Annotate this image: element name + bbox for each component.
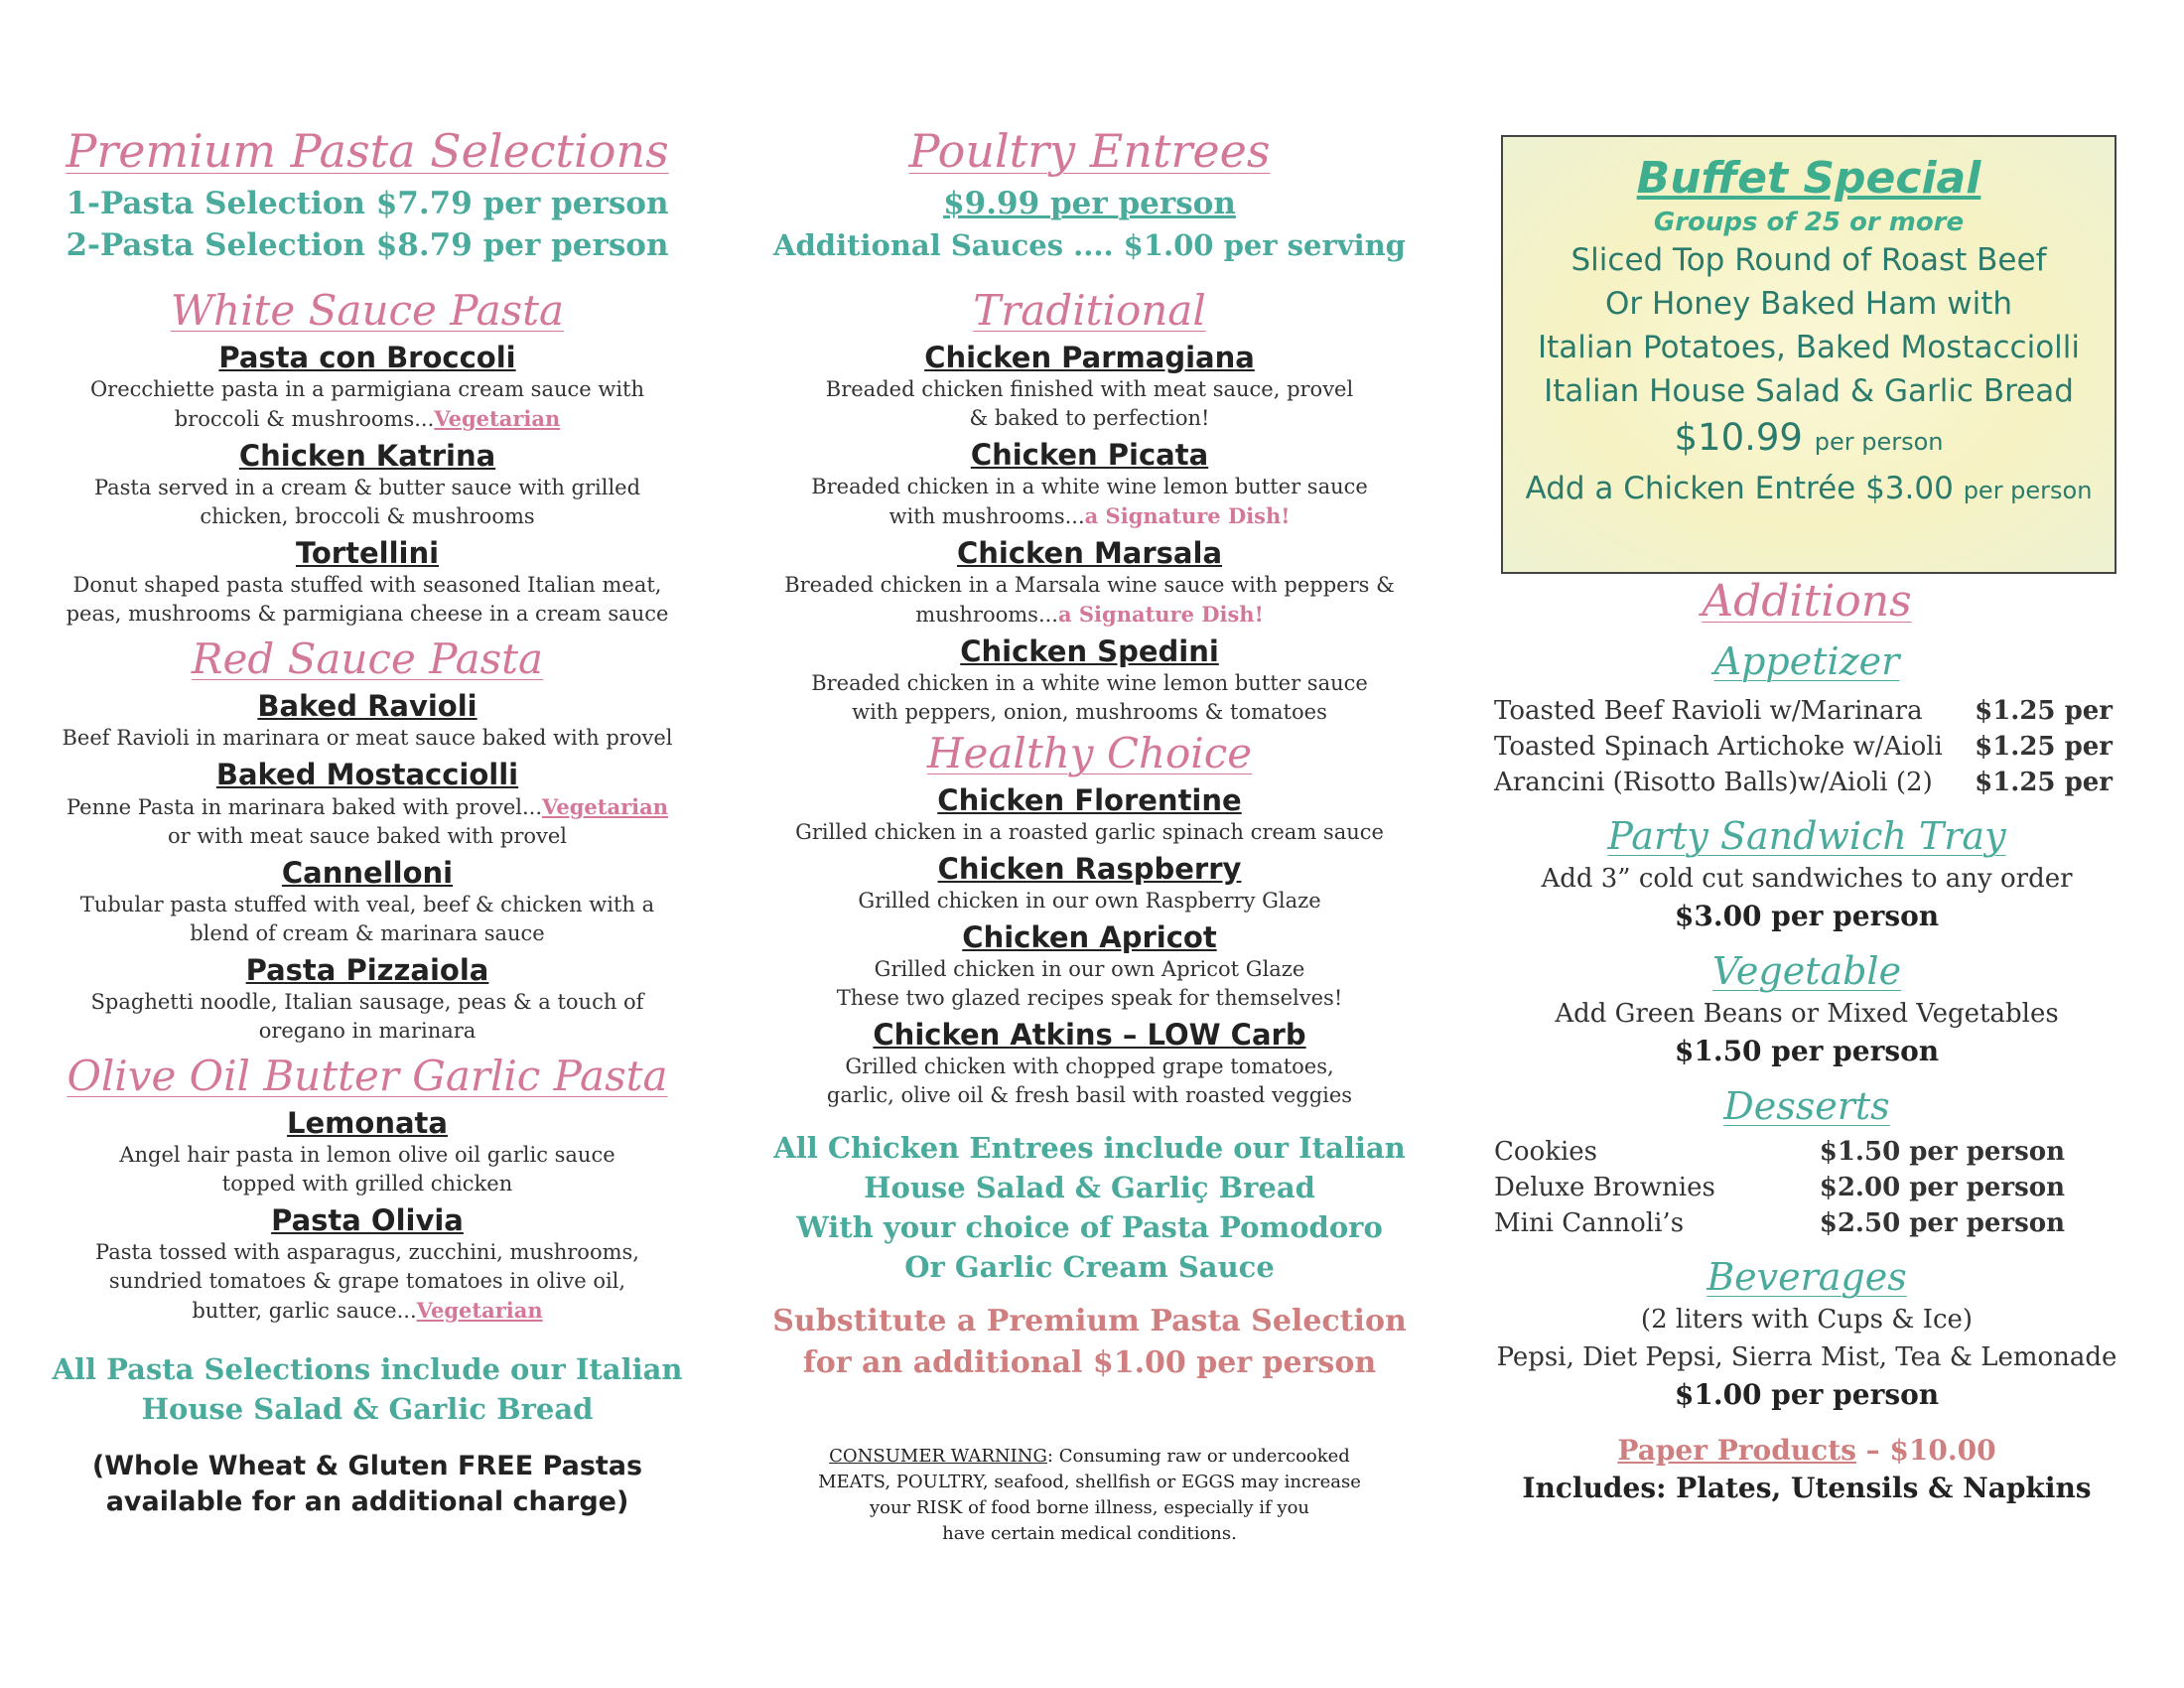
- beverages-price: $1.00 per person: [1674, 1378, 1940, 1411]
- vegetable-price: $1.50 per person: [1674, 1035, 1940, 1067]
- item-desc: & baked to perfection!: [969, 406, 1210, 430]
- appetizer-name: Toasted Spinach Artichoke w/Aioli: [1494, 732, 1943, 762]
- vegetarian-tag: Vegetarian: [416, 1298, 543, 1323]
- sandwich-tray-heading: Party Sandwich Tray: [1607, 814, 2006, 858]
- consumer-warning: have certain medical conditions.: [942, 1523, 1237, 1544]
- dessert-price: $2.00 per person: [1819, 1173, 2065, 1202]
- chicken-include-note: Or Garlic Cream Sauce: [904, 1250, 1275, 1284]
- traditional-heading: Traditional: [973, 286, 1206, 335]
- consumer-warning: MEATS, POULTRY, seafood, shellfish or EGGS may increase: [818, 1472, 1361, 1492]
- consumer-warning: your RISK of food borne illness, especially if you: [869, 1497, 1310, 1518]
- item-desc: These two glazed recipes speak for themselves!: [836, 986, 1343, 1010]
- item-desc: Grilled chicken in our own Apricot Glaze: [874, 957, 1305, 981]
- signature-tag: a Signature Dish!: [1057, 602, 1264, 627]
- white-sauce-heading: White Sauce Pasta: [170, 286, 565, 335]
- dessert-name: Deluxe Brownies: [1494, 1173, 1715, 1202]
- buffet-title: Buffet Special: [1636, 153, 1981, 204]
- red-sauce-heading: Red Sauce Pasta: [191, 634, 544, 683]
- item-desc-text: mushrooms...: [915, 603, 1058, 627]
- buffet-special-box: [1501, 135, 2116, 574]
- item-desc: [759, 501, 1420, 531]
- item-name: Chicken Marsala: [956, 536, 1223, 570]
- beverages-heading: Beverages: [1706, 1255, 1907, 1299]
- paper-products-includes: Includes: Plates, Utensils & Napkins: [1522, 1472, 2092, 1504]
- sandwich-tray-line: Add 3” cold cut sandwiches to any order: [1541, 864, 2073, 894]
- vegetable-heading: Vegetable: [1711, 949, 1902, 993]
- vegetarian-tag: Vegetarian: [542, 794, 668, 819]
- desserts-heading: Desserts: [1723, 1084, 1890, 1128]
- gluten-free-note: available for an additional charge): [105, 1486, 629, 1517]
- item-desc-text: butter, garlic sauce...: [192, 1299, 417, 1323]
- dessert-price: $1.50 per person: [1819, 1137, 2065, 1167]
- item-desc: Orecchiette pasta in a parmigiana cream sauce with: [89, 377, 645, 401]
- item-desc: peas, mushrooms & parmigiana cheese in a cream sauce: [66, 602, 669, 626]
- item-desc: Pasta served in a cream & butter sauce with grilled: [93, 476, 641, 499]
- signature-tag: a Signature Dish!: [1084, 503, 1291, 528]
- poultry-price: $9.99 per person: [943, 186, 1236, 221]
- item-desc: Grilled chicken in our own Raspberry Glaze: [858, 889, 1321, 913]
- item-desc: [759, 600, 1420, 630]
- item-name: Baked Ravioli: [257, 689, 478, 723]
- vegetarian-tag: Vegetarian: [434, 406, 561, 431]
- consumer-warning-text: : Consuming raw or undercooked: [1046, 1446, 1350, 1467]
- buffet-subtitle: Groups of 25 or more: [1653, 208, 1965, 237]
- pasta-price-1: 1-Pasta Selection $7.79 per person: [66, 186, 669, 221]
- dessert-price: $2.50 per person: [1819, 1208, 2065, 1238]
- appetizer-price: $1.25 per: [1975, 768, 2113, 797]
- item-desc-text: with mushrooms...: [888, 504, 1085, 528]
- beverages-line: (2 liters with Cups & Ice): [1640, 1305, 1974, 1335]
- additions-title: Additions: [1702, 576, 1912, 627]
- item-desc: chicken, broccoli & mushrooms: [200, 504, 535, 528]
- gluten-free-note: (Whole Wheat & Gluten FREE Pastas: [91, 1451, 643, 1481]
- buffet-add-unit: per person: [1963, 477, 2093, 504]
- item-name: Baked Mostacciolli: [215, 758, 519, 791]
- premium-pasta-title: Premium Pasta Selections: [66, 124, 669, 178]
- item-desc: Grilled chicken in a roasted garlic spinach cream sauce: [795, 820, 1384, 844]
- item-desc: topped with grilled chicken: [221, 1172, 513, 1196]
- item-desc: Angel hair pasta in lemon olive oil garlic sauce: [119, 1143, 615, 1167]
- item-desc: Donut shaped pasta stuffed with seasoned Italian meat,: [72, 573, 662, 597]
- dessert-name: Mini Cannoli’s: [1494, 1208, 1685, 1238]
- item-desc: Grilled chicken with chopped grape tomatoes,: [845, 1055, 1334, 1078]
- item-desc: garlic, olive oil & fresh basil with roasted veggies: [826, 1083, 1353, 1107]
- item-desc: [40, 404, 695, 434]
- poultry-column: [759, 109, 1420, 1547]
- buffet-add-text: Add a Chicken Entrée $3.00: [1525, 471, 1954, 506]
- item-desc: Pasta tossed with asparagus, zucchini, mushrooms,: [95, 1240, 639, 1264]
- item-desc: Tubular pasta stuffed with veal, beef & chicken with a: [79, 893, 655, 916]
- dessert-name: Cookies: [1494, 1137, 1597, 1167]
- item-desc: blend of cream & marinara sauce: [190, 921, 545, 945]
- consumer-warning: [759, 1444, 1420, 1470]
- dessert-row: [1494, 1170, 2065, 1205]
- olive-oil-heading: Olive Oil Butter Garlic Pasta: [67, 1052, 668, 1100]
- item-name: Chicken Picata: [970, 438, 1209, 472]
- pasta-column: [40, 109, 695, 1520]
- item-desc: oregano in marinara: [258, 1019, 477, 1043]
- appetizer-name: Arancini (Risotto Balls)w/Aioli (2): [1494, 768, 1933, 797]
- item-desc: or with meat sauce baked with provel: [167, 824, 568, 848]
- item-name: Lemonata: [287, 1106, 448, 1140]
- item-desc-text: Penne Pasta in marinara baked with provel...: [67, 795, 542, 819]
- item-desc: Breaded chicken finished with meat sauce, provel: [825, 377, 1354, 401]
- poultry-title: Poultry Entrees: [908, 124, 1271, 178]
- chicken-include-note: All Chicken Entrees include our Italian: [773, 1131, 1406, 1165]
- paper-products: [1489, 1432, 2124, 1470]
- buffet-line: Or Honey Baked Ham with: [1604, 286, 2013, 322]
- buffet-line: Italian Potatoes, Baked Mostacciolli: [1537, 330, 2080, 365]
- item-name: Pasta con Broccoli: [218, 341, 516, 374]
- chicken-include-note: House Salad & Garliç Bread: [864, 1171, 1315, 1204]
- paper-products-label: Paper Products: [1617, 1434, 1856, 1467]
- item-name: Pasta Pizzaiola: [245, 953, 489, 987]
- substitute-note: for an additional $1.00 per person: [802, 1345, 1377, 1380]
- item-name: Chicken Spedini: [960, 634, 1219, 668]
- buffet-price: [1503, 413, 2115, 467]
- item-name: Pasta Olivia: [271, 1203, 464, 1237]
- item-desc: Spaghetti noodle, Italian sausage, peas & a touch of: [90, 990, 644, 1014]
- item-name: Chicken Atkins – LOW Carb: [873, 1018, 1306, 1052]
- item-name: Chicken Florentine: [937, 783, 1242, 817]
- dessert-row: [1494, 1134, 2065, 1170]
- appetizer-price: $1.25 per: [1975, 696, 2113, 726]
- item-desc: [40, 1296, 695, 1326]
- vegetable-line: Add Green Beans or Mixed Vegetables: [1555, 999, 2059, 1029]
- appetizer-row: [1494, 693, 2113, 729]
- dessert-row: [1494, 1205, 2065, 1241]
- item-desc: Beef Ravioli in marinara or meat sauce baked with provel: [62, 726, 673, 750]
- buffet-price-value: $10.99: [1674, 416, 1803, 459]
- appetizer-row: [1494, 765, 2113, 800]
- item-desc: [40, 792, 695, 822]
- paper-products-price: – $10.00: [1855, 1434, 1996, 1467]
- buffet-add-chicken: [1503, 467, 2115, 512]
- buffet-line: Sliced Top Round of Roast Beef: [1570, 242, 2047, 278]
- item-desc: sundried tomatoes & grape tomatoes in olive oil,: [108, 1269, 626, 1293]
- pasta-include-note: House Salad & Garlic Bread: [141, 1392, 594, 1426]
- appetizer-row: [1494, 729, 2113, 765]
- sandwich-tray-price: $3.00 per person: [1674, 900, 1940, 932]
- item-desc: with peppers, onion, mushrooms & tomatoes: [852, 700, 1327, 724]
- item-desc: Breaded chicken in a Marsala wine sauce with peppers &: [784, 573, 1395, 597]
- appetizer-price: $1.25 per: [1975, 732, 2113, 762]
- item-desc: Breaded chicken in a white wine lemon butter sauce: [811, 671, 1368, 695]
- healthy-choice-heading: Healthy Choice: [926, 729, 1253, 777]
- pasta-include-note: All Pasta Selections include our Italian: [52, 1352, 683, 1386]
- item-name: Cannelloni: [281, 856, 454, 890]
- additional-sauces: Additional Sauces .... $1.00 per serving: [773, 228, 1406, 262]
- appetizer-name: Toasted Beef Ravioli w/Marinara: [1494, 696, 1923, 726]
- item-name: Chicken Parmagiana: [924, 341, 1255, 374]
- chicken-include-note: With your choice of Pasta Pomodoro: [796, 1210, 1383, 1244]
- item-desc: Breaded chicken in a white wine lemon butter sauce: [811, 475, 1368, 498]
- beverages-line: Pepsi, Diet Pepsi, Sierra Mist, Tea & Lemonade: [1496, 1342, 2117, 1372]
- item-desc-text: broccoli & mushrooms...: [174, 407, 435, 431]
- item-name: Chicken Apricot: [962, 920, 1217, 954]
- substitute-note: Substitute a Premium Pasta Selection: [772, 1304, 1407, 1338]
- additions-column: [1489, 578, 2124, 1507]
- buffet-line: Italian House Salad & Garlic Bread: [1544, 373, 2074, 409]
- item-name: Chicken Katrina: [238, 439, 496, 473]
- item-name: Chicken Raspberry: [937, 852, 1242, 886]
- consumer-warning-label: CONSUMER WARNING: [829, 1446, 1047, 1467]
- item-name: Tortellini: [295, 536, 440, 570]
- appetizer-heading: Appetizer: [1713, 639, 1900, 683]
- pasta-price-2: 2-Pasta Selection $8.79 per person: [66, 227, 669, 263]
- buffet-price-unit: per person: [1814, 428, 1944, 456]
